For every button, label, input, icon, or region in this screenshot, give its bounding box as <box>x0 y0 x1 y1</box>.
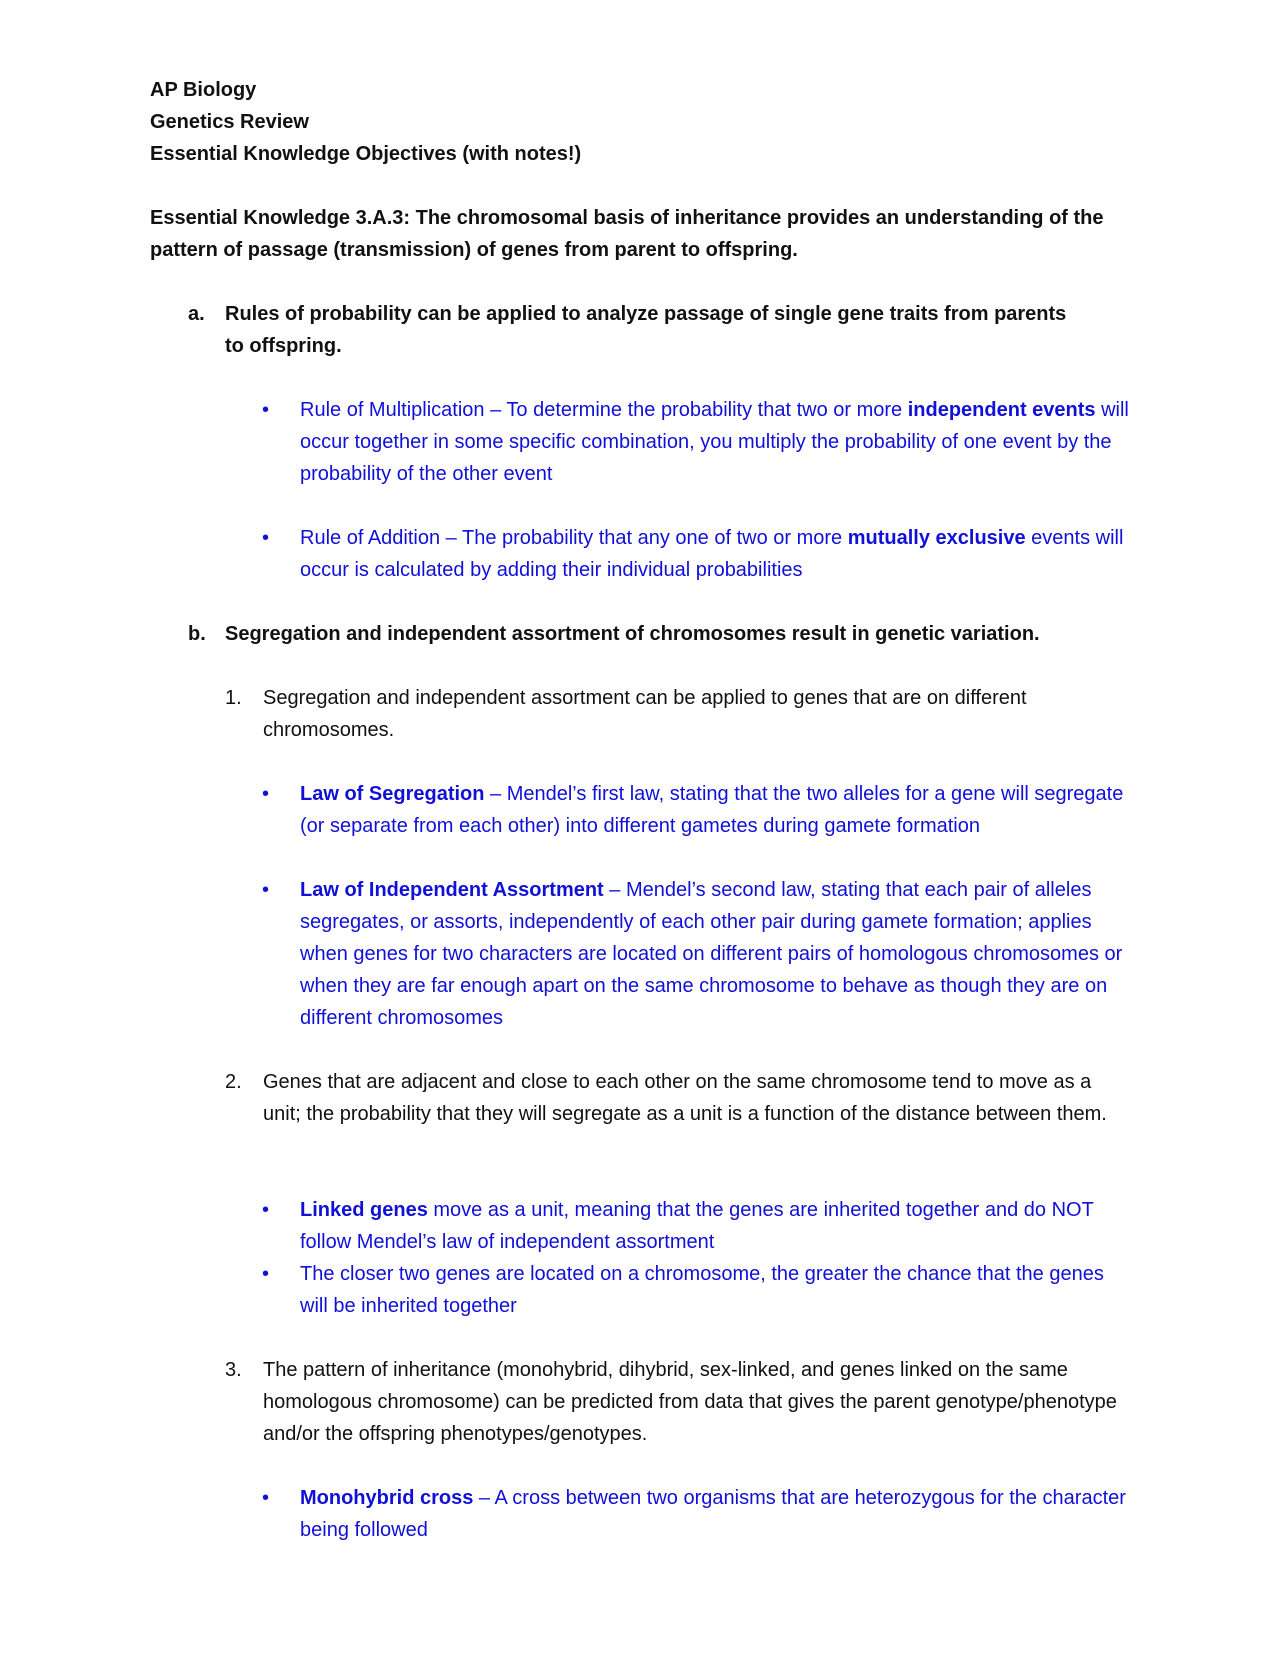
subobjective-1-text: Segregation and independent assortment can be applied to genes that are on different chromosomes. <box>263 687 1027 741</box>
bullet-icon: • <box>262 527 270 549</box>
objective-a-marker: a. <box>188 303 205 325</box>
note-bullet <box>262 874 1132 1034</box>
objective-a <box>188 298 1088 362</box>
bullet-icon: • <box>262 1487 270 1509</box>
subobjective-1 <box>225 682 1125 746</box>
note-bullet <box>262 1482 1132 1546</box>
note-bullet <box>262 394 1132 490</box>
essential-knowledge-heading: Essential Knowledge 3.A.3: The chromosomal basis of inheritance provides an understanding of the pattern of passage (transmission) of genes from parent to offspring. <box>150 207 1104 261</box>
subobjective-3-text: The pattern of inheritance (monohybrid, dihybrid, sex-linked, and genes linked on the same homologous chromosome) can be predicted from data that gives the parent genotype/phenotype and/or the offspring phenotypes/genotypes. <box>263 1359 1117 1445</box>
bullet-icon: • <box>262 783 270 805</box>
subobjective-2 <box>225 1066 1125 1130</box>
subobjective-3-marker: 3. <box>225 1359 242 1381</box>
note-bullet <box>262 1258 1132 1322</box>
note-text: Linked genes move as a unit, meaning that the genes are inherited together and do NOT follow Mendel’s law of independent assortment <box>300 1199 1094 1253</box>
note-bullet <box>262 1194 1132 1258</box>
objective-b-marker: b. <box>188 623 206 645</box>
note-text: The closer two genes are located on a chromosome, the greater the chance that the genes will be inherited together <box>300 1263 1104 1317</box>
note-text: Monohybrid cross – A cross between two organisms that are heterozygous for the character being followed <box>300 1487 1126 1541</box>
note-text: Law of Segregation – Mendel’s first law, stating that the two alleles for a gene will segregate (or separate from each other) into different gametes during gamete formation <box>300 783 1124 837</box>
note-bullet <box>262 522 1132 586</box>
note-text: Rule of Multiplication – To determine the probability that two or more independent events will occur together in some specific combination, you multiply the probability of one event by the probability of the other event <box>300 399 1129 485</box>
bullet-icon: • <box>262 399 270 421</box>
note-bullet <box>262 778 1132 842</box>
objective-a-text: Rules of probability can be applied to analyze passage of single gene traits from parents to offspring. <box>225 303 1067 357</box>
note-text: Law of Independent Assortment – Mendel’s second law, stating that each pair of alleles segregates, or assorts, independently of each other pair during gamete formation; applies when genes for two characters are located on different pairs of homologous chromosomes or when they are far enough apart on the same chromosome to behave as though they are on different chromosomes <box>300 879 1123 1029</box>
subobjective-3 <box>225 1354 1125 1450</box>
bullet-icon: • <box>262 1199 270 1221</box>
note-text: Rule of Addition – The probability that any one of two or more mutually exclusive events will occur is calculated by adding their individual probabilities <box>300 527 1124 581</box>
subobjective-2-text: Genes that are adjacent and close to each other on the same chromosome tend to move as a unit; the probability that they will segregate as a unit is a function of the distance between them. <box>263 1071 1107 1125</box>
subobjective-1-marker: 1. <box>225 687 242 709</box>
document-title: Genetics Review <box>150 111 309 133</box>
bullet-icon: • <box>262 1263 270 1285</box>
course-title: AP Biology <box>150 79 257 101</box>
subobjective-2-marker: 2. <box>225 1071 242 1093</box>
document-subtitle: Essential Knowledge Objectives (with notes!) <box>150 143 582 165</box>
bullet-icon: • <box>262 879 270 901</box>
objective-b <box>188 618 1088 650</box>
objective-b-text: Segregation and independent assortment of chromosomes result in genetic variation. <box>225 623 1040 645</box>
